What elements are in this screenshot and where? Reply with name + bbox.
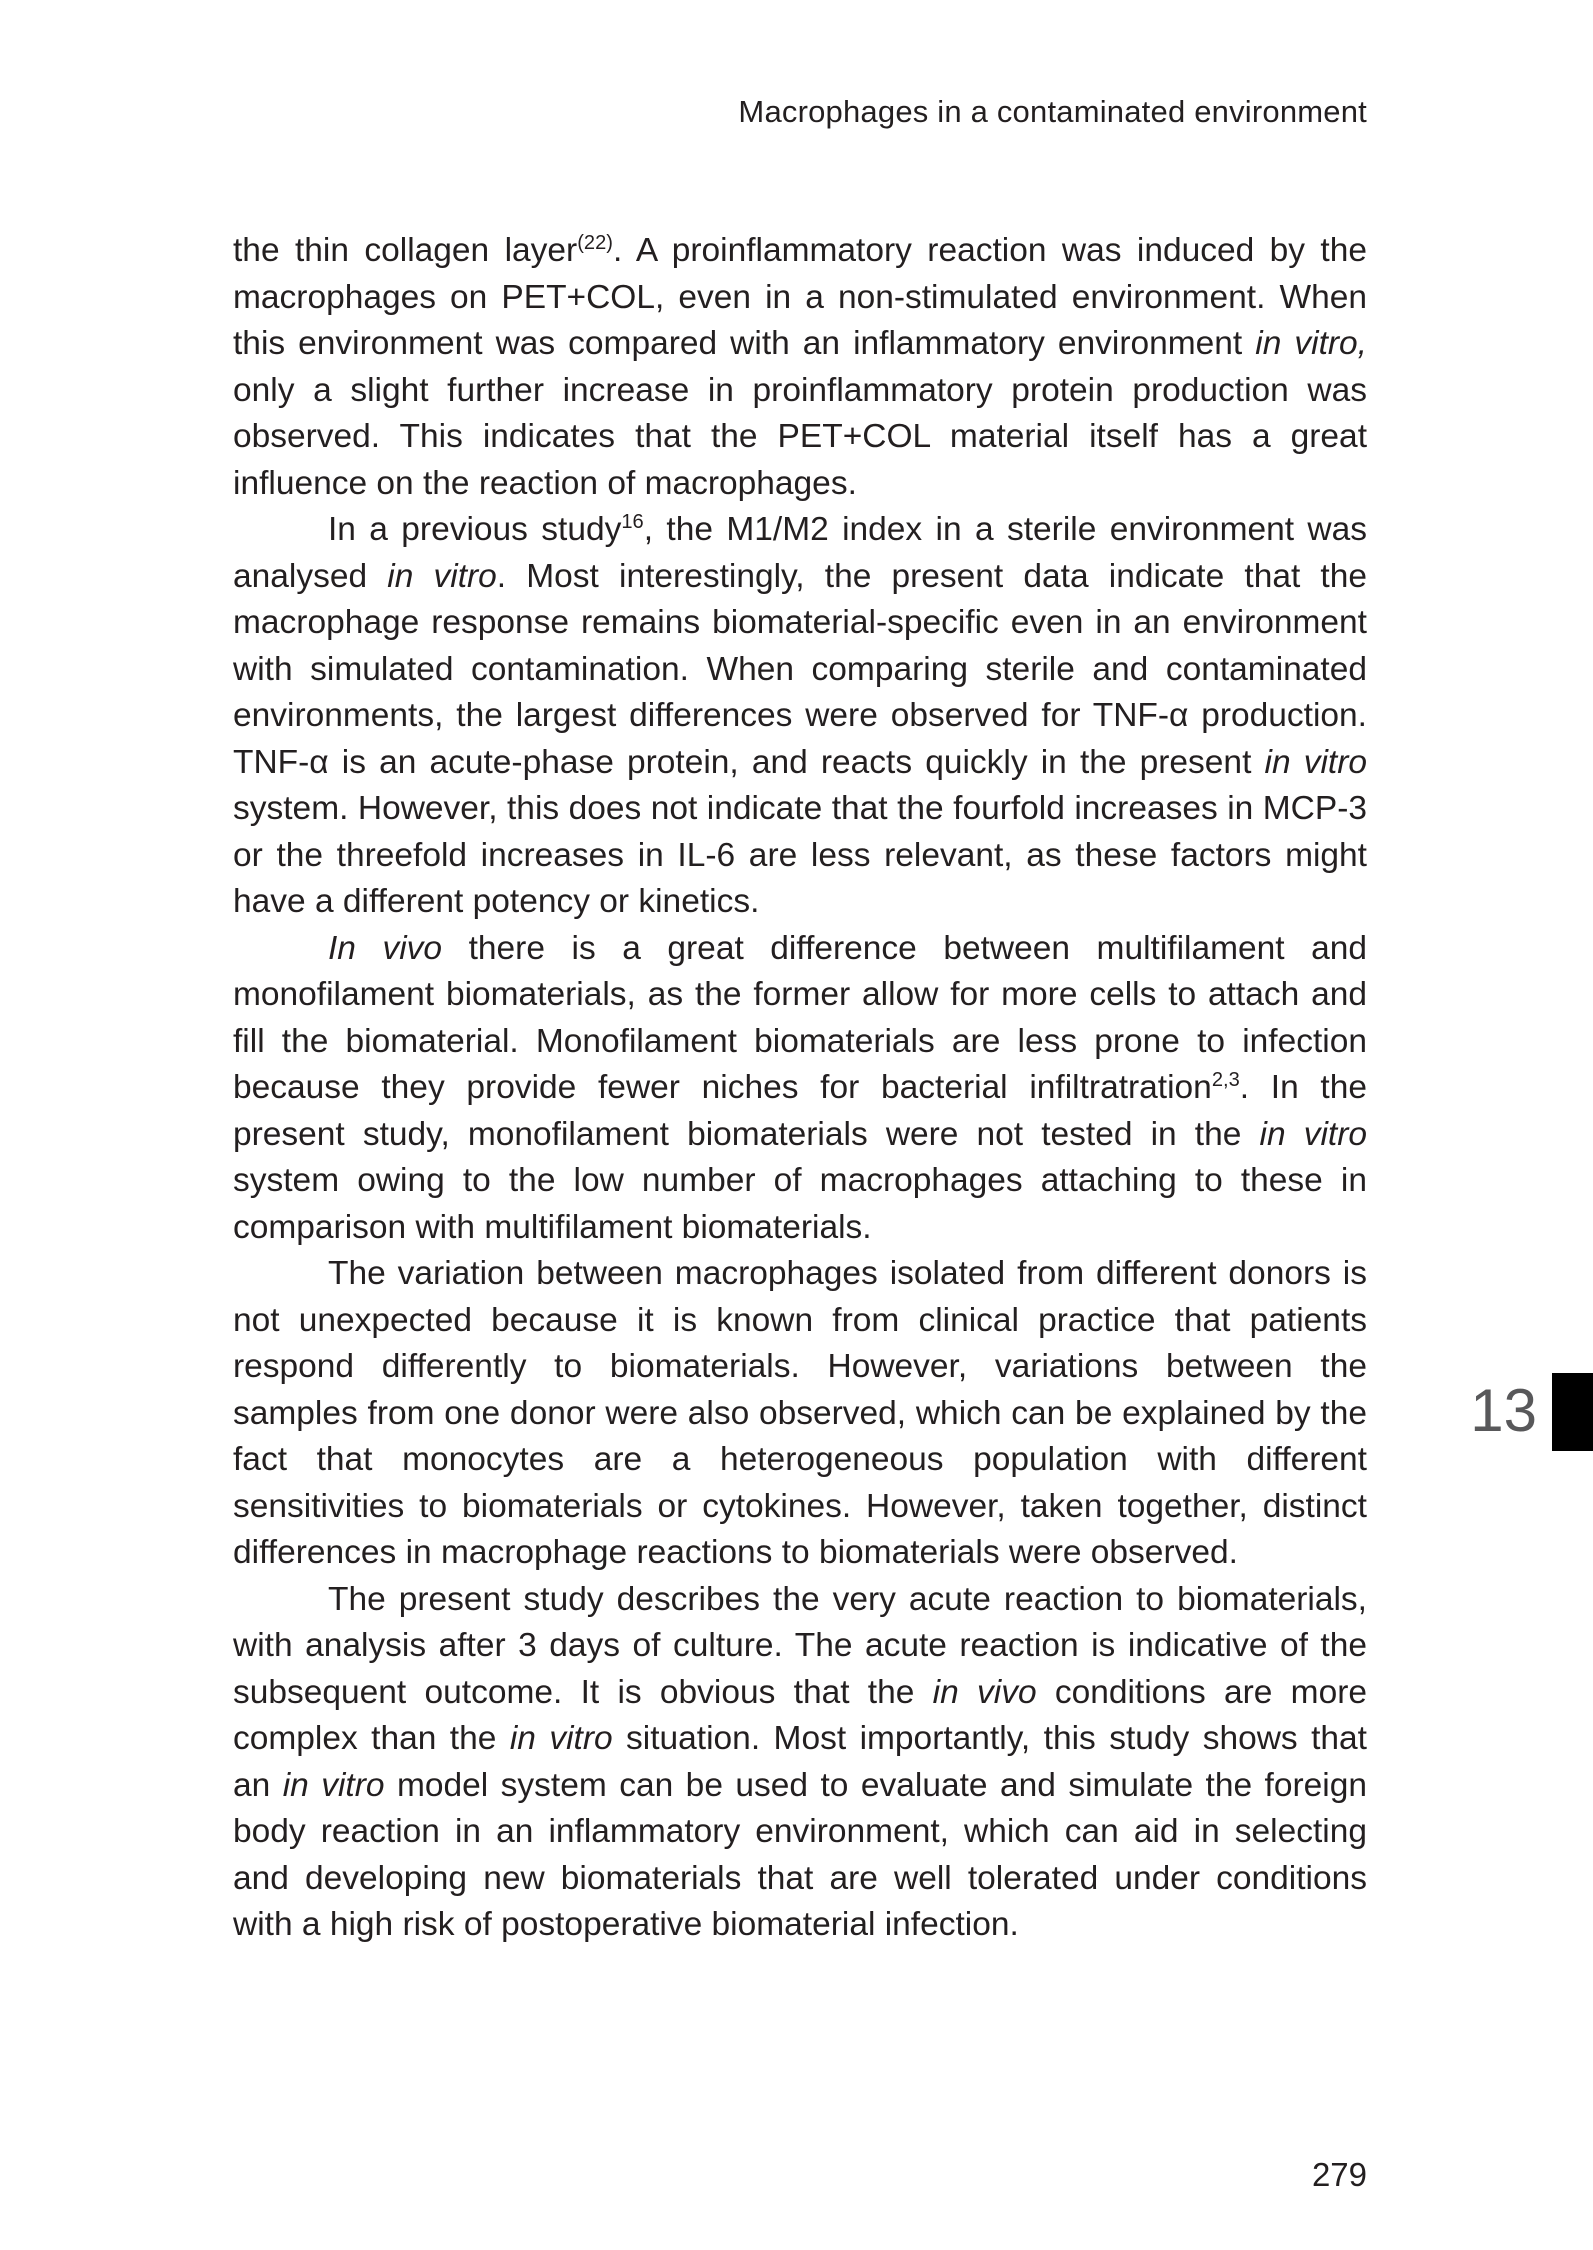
body-run: only a slight further increase in proinflammatory protein production was observed. This indicates that the PET+COL material itself has a great influence on the reaction of macrophages. [233, 371, 1367, 502]
italic-text: In vivo [328, 929, 443, 967]
paragraph [233, 507, 1367, 926]
body-run: The present study describes the very acute reaction to biomaterials, with analysis after 3 days of culture. The acute reaction is indicative of the subsequent outcome. It is obvious that the [233, 1580, 1367, 1711]
body-run: the thin collagen layer [233, 232, 578, 269]
italic-text: in vitro [1264, 743, 1368, 781]
italic-text: in vitro [509, 1720, 613, 1757]
body-text [233, 228, 1367, 1949]
italic-text: in vivo [932, 1673, 1037, 1711]
italic-text: in vitro [387, 557, 497, 595]
body-run: . In the present study, monofilament biomaterials were not tested in the [233, 1069, 1367, 1153]
body-run: . A proinflammatory reaction was induced by the macrophages on PET+COL, even in a non-stimulated environment. When this environment was compared with an inflammatory environment [233, 232, 1367, 362]
paragraph [233, 228, 1367, 507]
body-run: system. However, this does not indicate that the fourfold increases in MCP-3 or the threefold increases in IL-6 are less relevant, as these factors might have a different potency or kinetics. [233, 790, 1367, 920]
chapter-tab-bar [1552, 1373, 1593, 1451]
italic-text: in vitro [1259, 1115, 1367, 1153]
superscript-reference: 2,3 [1211, 1068, 1240, 1091]
running-header: Macrophages in a contaminated environment [738, 94, 1367, 129]
body-run: In a previous study [328, 511, 622, 548]
superscript-reference: (22) [577, 231, 613, 254]
paragraph [233, 1251, 1367, 1577]
body-run: situation. Most importantly, this study shows that an [233, 1720, 1367, 1804]
paragraph [233, 1577, 1367, 1949]
body-run: conditions are more complex than the [233, 1673, 1367, 1757]
body-run: . Most interestingly, the present data indicate that the macrophage response remains biomaterial-specific even in an environment with simulated contamination. When comparing sterile and contaminated environments, the largest differences were observed for TNF-α production. TNF-α is an acute-phase protein, and reacts quickly in the present [233, 557, 1368, 781]
superscript-reference: 16 [621, 510, 644, 533]
body-run: , the M1/M2 index in a sterile environment was analysed [233, 511, 1368, 595]
paragraph [233, 926, 1367, 1252]
body-run: The variation between macrophages isolated from different donors is not unexpected because it is known from clinical practice that patients respond differently to biomaterials. However, variations between the samples from one donor were also observed, which can be explained by the fact that monocytes are a heterogeneous population with different sensitivities to biomaterials or cytokines. However, taken together, distinct differences in macrophage reactions to biomaterials were observed. [233, 1255, 1367, 1571]
italic-text: in vitro [282, 1766, 385, 1804]
body-run: system owing to the low number of macrophages attaching to these in comparison with multifilament biomaterials. [233, 1162, 1367, 1246]
chapter-number: 13 [1470, 1377, 1537, 1444]
page-number: 279 [1311, 2156, 1367, 2193]
body-run: model system can be used to evaluate and simulate the foreign body reaction in an inflammatory environment, which can aid in selecting and developing new biomaterials that are well tolerated under conditions with a high risk of postoperative biomaterial infection. [233, 1766, 1367, 1943]
body-run: there is a great difference between multifilament and monofilament biomaterials, as the former allow for more cells to attach and fill the biomaterial. Monofilament biomaterials are less prone to infection because they provide fewer niches for bacterial infiltratration [233, 929, 1367, 1106]
italic-text: in vitro, [1255, 325, 1367, 362]
